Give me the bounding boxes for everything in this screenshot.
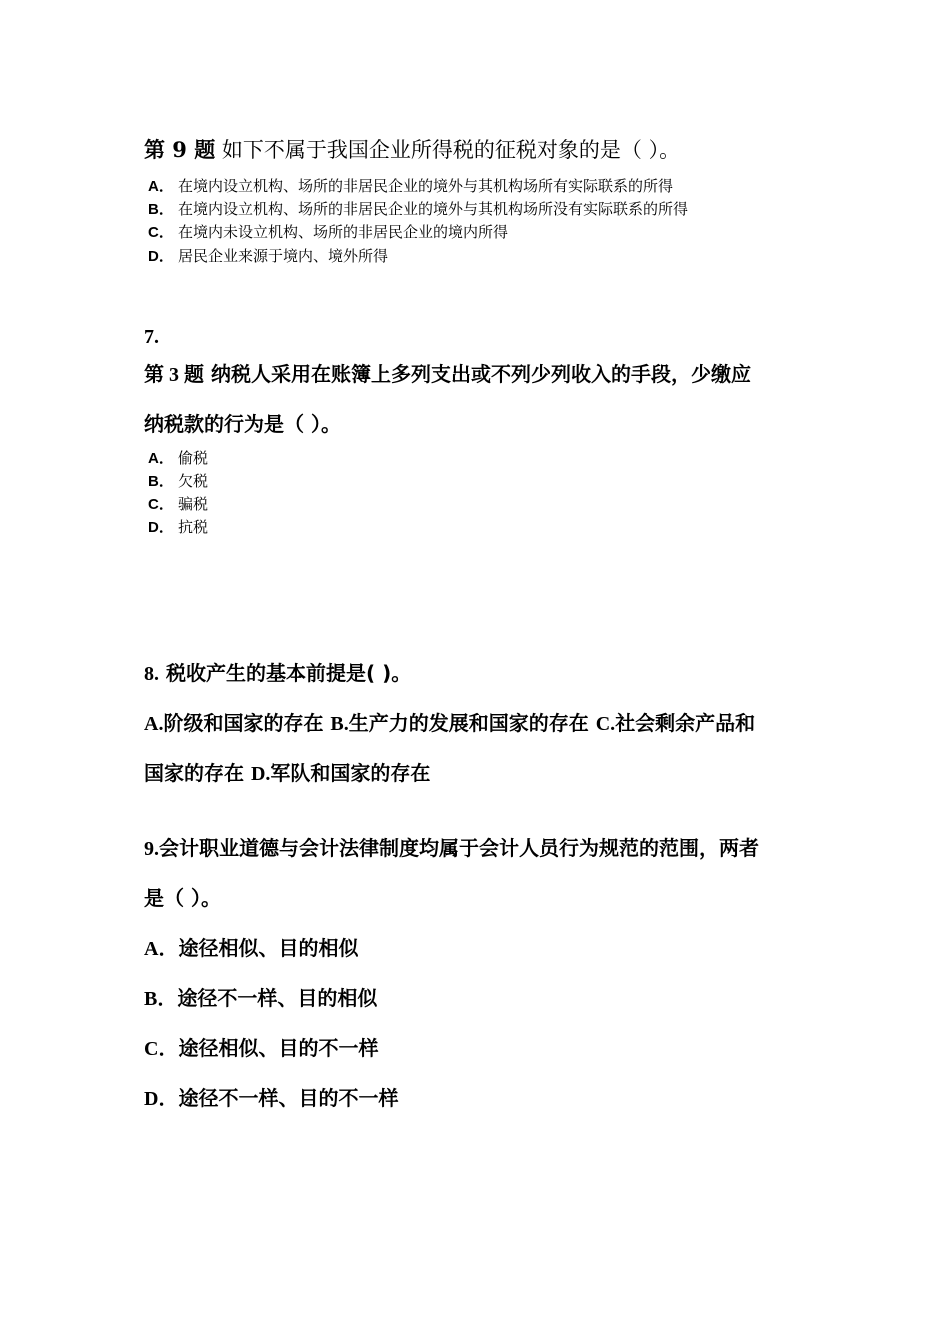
option-letter: C. [595, 713, 616, 735]
option-text: 国家的存在 [144, 761, 251, 785]
option-letter: A． [148, 450, 174, 467]
question-prefix: 第 [144, 362, 164, 386]
question-number: 9. [144, 838, 159, 860]
option-text: 军队和国家的存在 [270, 761, 431, 785]
question-text: 税收产生的基本前提是( )。 [159, 661, 412, 685]
question-8-options-line-1 [144, 709, 755, 738]
question-8-heading [144, 659, 411, 688]
question-text: 题 纳税人采用在账簿上多列支出或不列少列收入的手段，少缴应 [184, 362, 751, 386]
option-text: 阶级和国家的存在 [163, 711, 331, 735]
option-letter: A． [144, 938, 179, 960]
question-9-line-1 [144, 834, 759, 863]
option-text: 社会剩余产品和 [615, 711, 756, 735]
question-number: 3 [164, 364, 184, 386]
option-text: 在境内未设立机构、场所的非居民企业的境内所得 [178, 223, 509, 241]
option-d [148, 517, 208, 538]
option-b [148, 471, 208, 492]
option-text: 生产力的发展和国家的存在 [348, 711, 596, 735]
option-letter: C． [148, 496, 174, 513]
option-a [144, 934, 358, 963]
option-letter: C． [148, 224, 174, 241]
question-7-line-1 [144, 360, 751, 389]
option-text: 途径相似、目的不一样 [178, 1036, 379, 1060]
option-text: 偷税 [178, 449, 209, 467]
option-text: 在境内设立机构、场所的非居民企业的境外与其机构场所有实际联系的所得 [178, 177, 674, 195]
option-text: 欠税 [178, 472, 209, 490]
question-7-line-2: 纳税款的行为是（ ）。 [144, 412, 341, 436]
option-text: 居民企业来源于境内、境外所得 [178, 247, 389, 265]
option-letter: D． [148, 519, 174, 536]
question-9-line-2: 是（ ）。 [144, 886, 221, 910]
option-letter: C． [144, 1038, 179, 1060]
question-7-number: 7. [144, 326, 159, 348]
option-letter: B． [148, 473, 174, 490]
question-text: 会计职业道德与会计法律制度均属于会计人员行为规范的范围，两者 [159, 836, 759, 860]
option-letter: B． [148, 201, 174, 218]
option-text: 骗税 [178, 495, 209, 513]
question-8-options-line-2 [144, 759, 430, 788]
option-c [148, 494, 208, 515]
option-d [148, 246, 388, 267]
option-text: 途径相似、目的相似 [178, 936, 359, 960]
option-letter: D． [144, 1088, 179, 1110]
option-b [148, 199, 688, 220]
option-b [144, 984, 377, 1013]
question-text: 如下不属于我国企业所得税的征税对象的是（ ）。 [215, 138, 681, 162]
question-label: 题 [194, 138, 216, 162]
option-letter: B. [330, 713, 349, 735]
option-text: 途径不一样、目的相似 [177, 986, 378, 1010]
question-number: 9 [165, 137, 195, 162]
option-text: 途径不一样、目的不一样 [178, 1086, 399, 1110]
option-text: 在境内设立机构、场所的非居民企业的境外与其机构场所没有实际联系的所得 [178, 200, 689, 218]
option-c [144, 1034, 378, 1063]
option-a [148, 176, 673, 197]
option-c [148, 222, 508, 243]
option-text: 抗税 [178, 518, 209, 536]
option-d [144, 1084, 398, 1113]
question-number: 8. [144, 663, 159, 685]
option-letter: B． [144, 988, 178, 1010]
option-a [148, 448, 208, 469]
option-letter: A． [148, 178, 174, 195]
question-heading [144, 136, 680, 164]
option-letter: D． [148, 248, 174, 265]
question-prefix: 第 [144, 138, 165, 162]
option-letter: D. [250, 763, 271, 785]
option-letter: A. [144, 713, 164, 735]
